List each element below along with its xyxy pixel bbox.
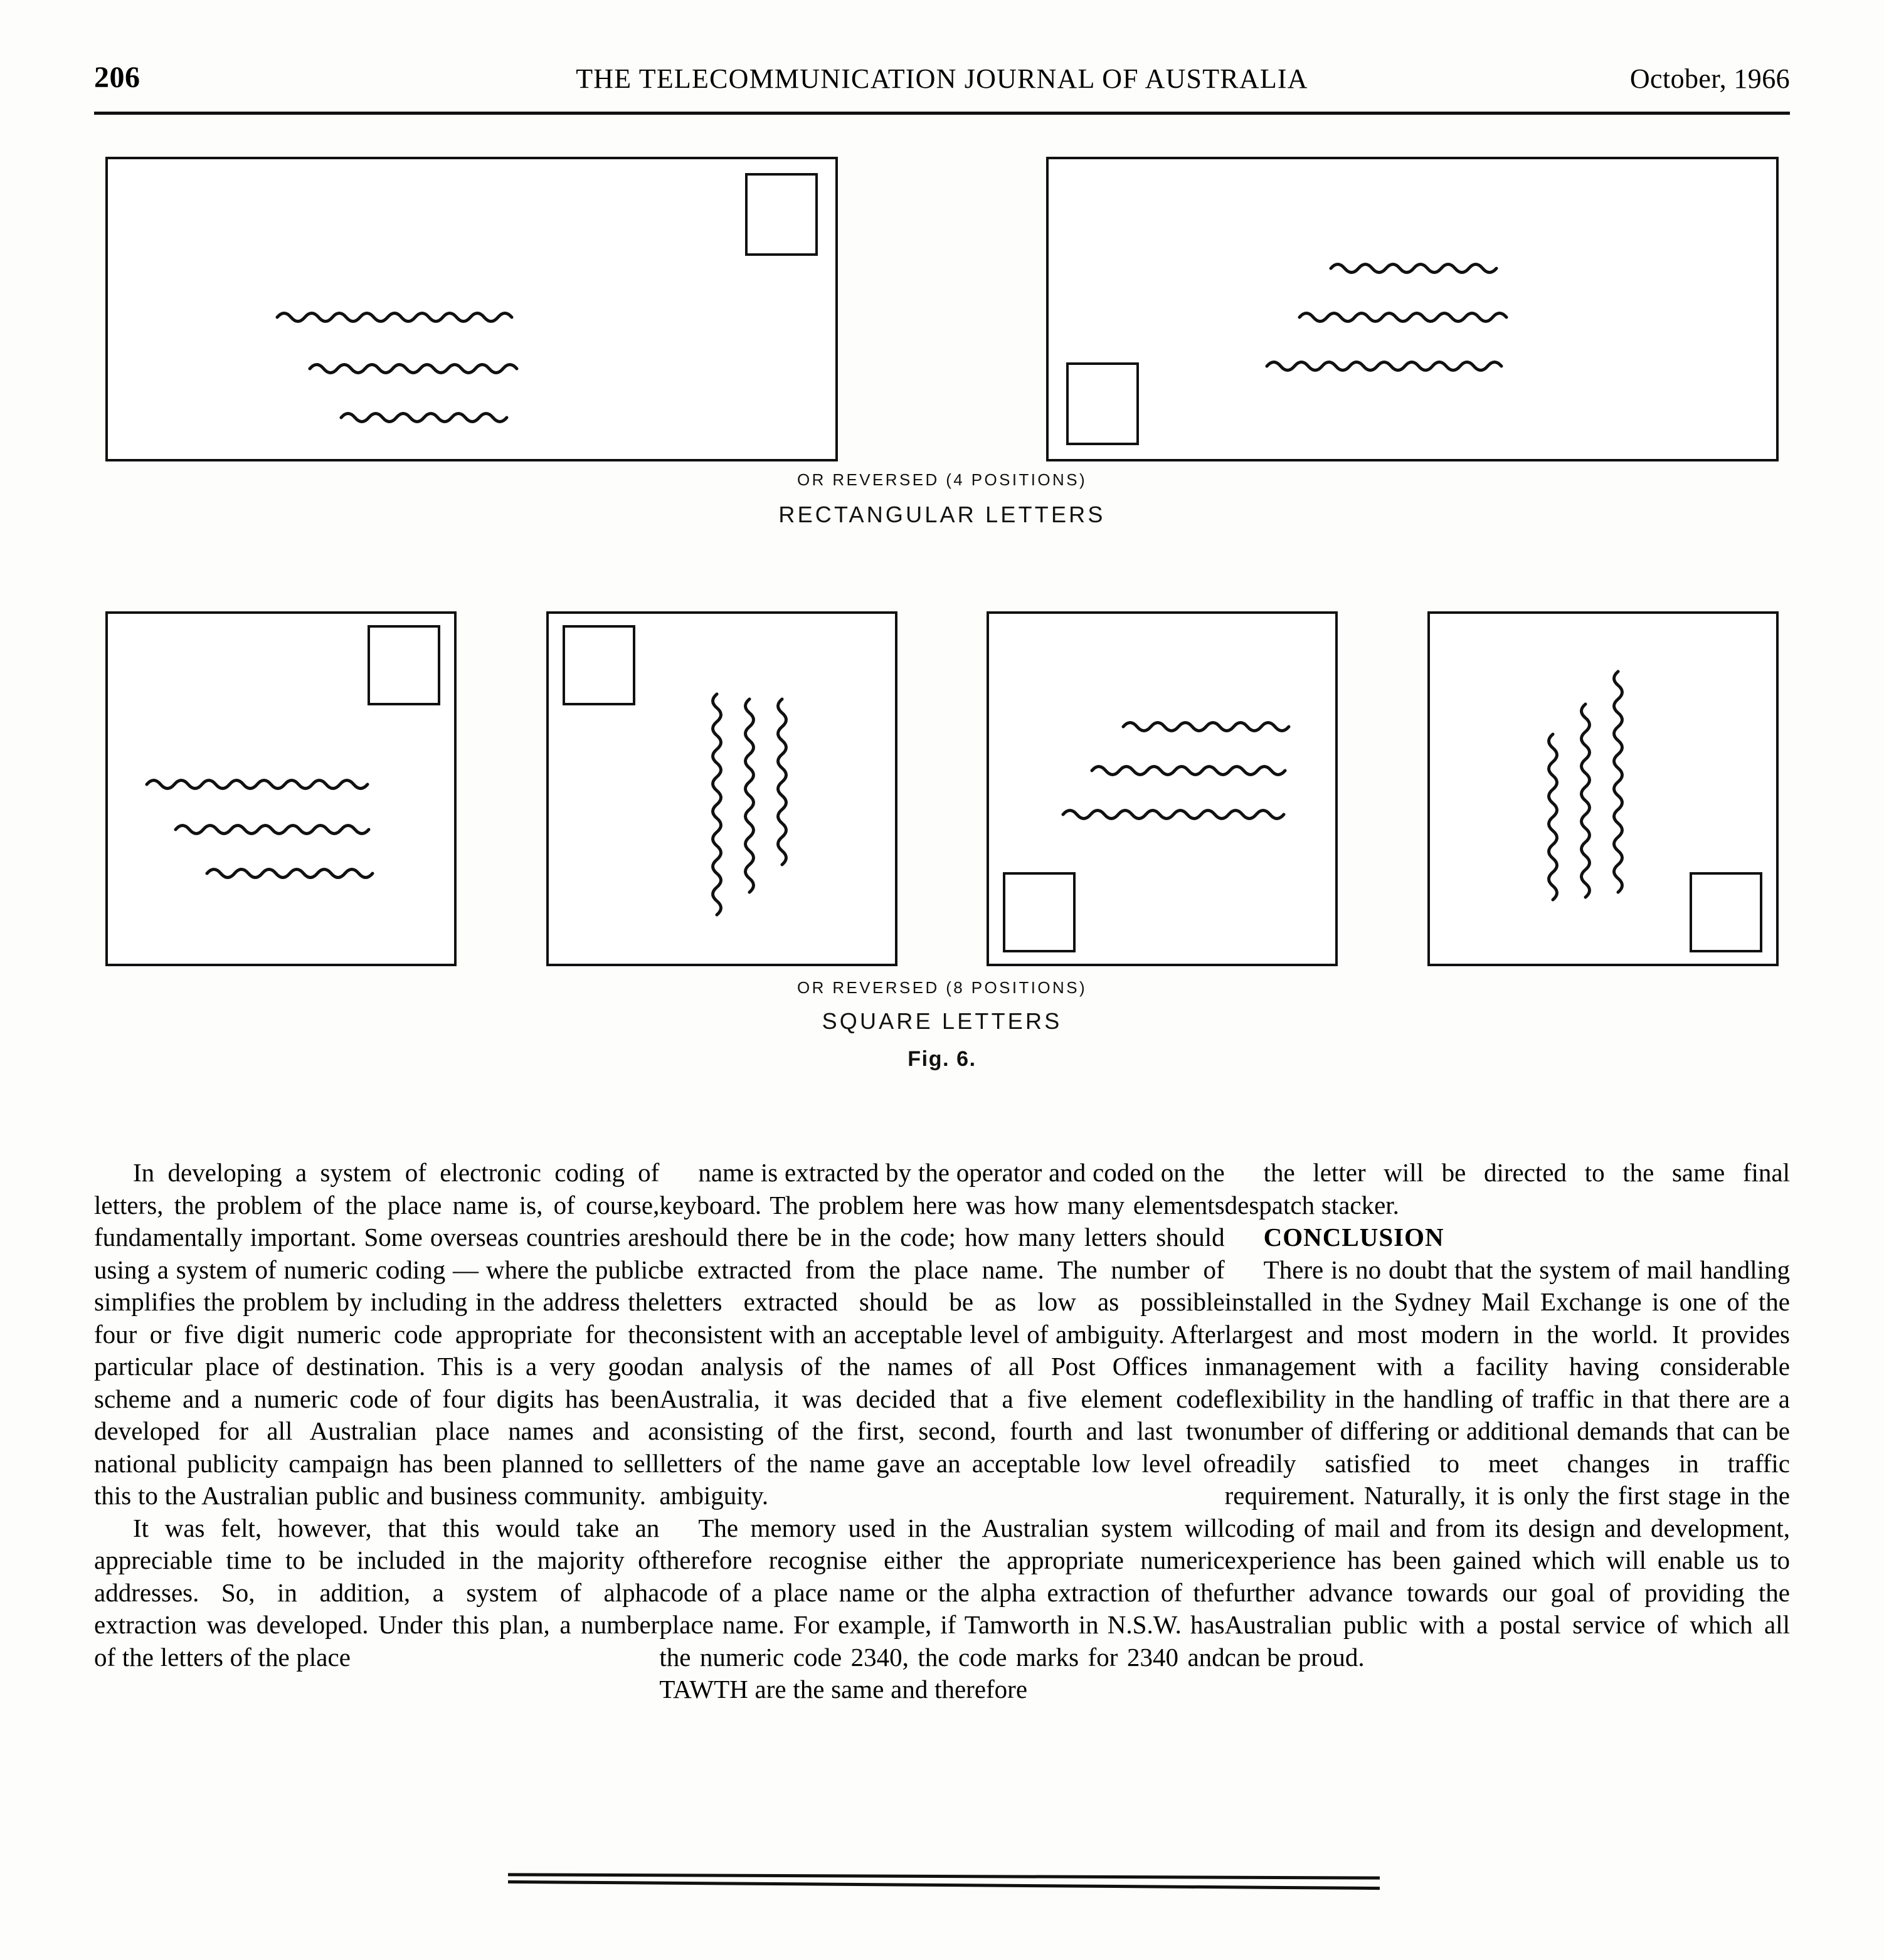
stamp-box-icon <box>563 625 635 705</box>
footer-rule <box>508 1875 1380 1890</box>
text-column-3 <box>1225 1157 1790 1815</box>
paragraph: In developing a system of electronic coding of letters, the problem of the place name is, of course, fundamentally important. Some overseas countries are using a system of numeric coding — where the public simplifies the problem by including in the address the four or five digit numeric code appropriate for the particular place of destination. This is a very good scheme and a numeric code of four digits has been developed for all Australian place names and a national publicity campaign has been planned to sell this to the Australian public and business community. <box>94 1158 660 1510</box>
text-column-2 <box>659 1157 1224 1815</box>
envelope-rectangular-reversed <box>1046 157 1779 461</box>
stamp-box-icon <box>1003 872 1076 952</box>
journal-title: THE TELECOMMUNICATION JOURNAL OF AUSTRALIA <box>576 63 1308 94</box>
rectangular-letters-label: RECTANGULAR LETTERS <box>778 502 1106 527</box>
address-lines <box>699 694 818 920</box>
issue-date: October, 1966 <box>1629 63 1790 94</box>
envelope-square-stamp-bottom-left <box>987 611 1338 966</box>
envelope-rectangular-upright <box>105 157 838 461</box>
section-heading-conclusion: CONCLUSION <box>1263 1223 1444 1251</box>
page-number: 206 <box>94 61 140 94</box>
paragraph: It was felt, however, that this would take an appreciable time to be included in the majority of addresses. So, in addition, a system of alpha extraction was developed. Under this plan, a number of the letters of the place <box>94 1513 660 1672</box>
paragraph: The memory used in the Australian system will therefore recognise either the appropriate numeric code of a place name or the alpha extraction of the place name. For example, if Tamworth in N.S.W. has the numeric code 2340, the code marks for 2340 and TAWTH are the same and therefore <box>659 1513 1225 1704</box>
address-lines <box>1535 672 1654 897</box>
text-column-1 <box>94 1157 659 1815</box>
address-lines <box>277 308 641 440</box>
address-lines <box>1063 718 1314 837</box>
stamp-box-icon <box>1690 872 1762 952</box>
paragraph: There is no doubt that the system of mail handling installed in the Sydney Mail Exchange is one of the largest and most modern in the world. It provides management with a facility having considerable flexibility in the handling of traffic in that there are a number of differing or additional demands that can be readily satisfied to meet changes in traffic requirement. Naturally, it is only the first stage in the coding of mail and from its design and development, experience has been gained which will enable us to further advance towards our goal of providing the Australian public with a postal service of which all can be proud. <box>1224 1255 1790 1672</box>
rectangular-letters-row <box>105 157 1779 458</box>
running-head <box>94 60 1790 104</box>
header-rule <box>94 112 1790 115</box>
envelope-square-stamp-top-right <box>105 611 457 966</box>
square-letters-row <box>105 611 1779 962</box>
figure-caption: Fig. 6. <box>908 1047 976 1071</box>
body-columns <box>94 1157 1790 1815</box>
rectangular-reversed-note: OR REVERSED (4 POSITIONS) <box>796 470 1088 489</box>
square-letters-label: SQUARE LETTERS <box>822 1008 1062 1034</box>
footer-rule-line <box>508 1880 1380 1890</box>
paragraph: name is extracted by the operator and coded on the keyboard. The problem here was how many elements should there be in the code; how many letters should be extracted from the place name. The number of letters extracted should be as low as possible consistent with an acceptable level of ambiguity. After an analysis of the names of all Post Offices in Australia, it was decided that a five element code consisting of the first, second, fourth and last two letters of the name gave an acceptable low level of ambiguity. <box>659 1158 1225 1510</box>
address-lines <box>147 776 398 895</box>
envelope-square-stamp-top-left <box>546 611 897 966</box>
stamp-box-icon <box>1066 362 1139 445</box>
address-lines <box>1267 260 1631 391</box>
paragraph: the letter will be directed to the same final despatch stacker. <box>1224 1158 1790 1220</box>
figure-6 <box>94 144 1790 1085</box>
footer-rule-line <box>508 1873 1380 1879</box>
stamp-box-icon <box>745 173 818 256</box>
envelope-square-stamp-bottom-right <box>1427 611 1779 966</box>
square-reversed-note: OR REVERSED (8 POSITIONS) <box>796 978 1088 997</box>
stamp-box-icon <box>368 625 440 705</box>
